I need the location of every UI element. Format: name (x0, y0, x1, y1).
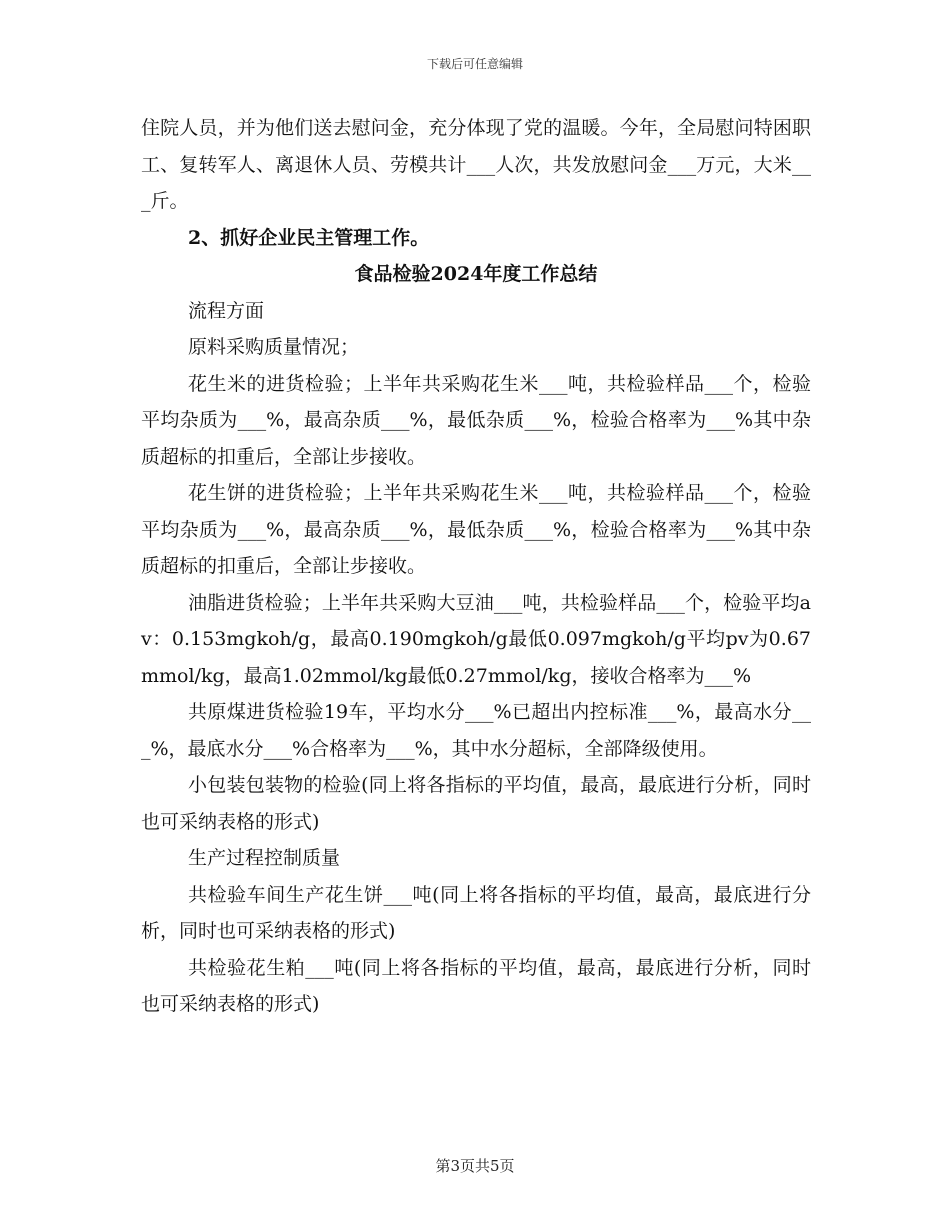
paragraph-production-control: 生产过程控制质量 (188, 847, 341, 869)
paragraph-peanut-inspection: 花生米的进货检验；上半年共采购花生米___吨，共检验样品___个，检验平均杂质为___%，最高杂质___%，最低杂质___%，检验合格率为___%其中杂质超标的扣重后，全部让步接收。 (141, 372, 811, 468)
paragraph-condolence: 住院人员，并为他们送去慰问金，充分体现了党的温暖。今年，全局慰问特困职工、复转军人、离退休人员、劳模共计___人次，共发放慰问金___万元，大米___斤。 (141, 117, 811, 212)
page-header-note: 下载后可任意编辑 (426, 57, 523, 71)
paragraph-packaging-inspection: 小包装包装物的检验(同上将各指标的平均值，最高，最底进行分析，同时也可采纳表格的形式) (141, 774, 811, 833)
paragraph-process-aspect: 流程方面 (188, 299, 265, 322)
paragraph-peanut-meal-production: 共检验花生粕___吨(同上将各指标的平均值，最高，最底进行分析，同时也可采纳表格的形式) (141, 956, 811, 1015)
paragraph-raw-material-quality: 原料采购质量情况； (188, 336, 360, 358)
document-body (141, 110, 811, 1023)
paragraph-peanut-cake-production: 共检验车间生产花生饼___吨(同上将各指标的平均值，最高，最底进行分析，同时也可采纳表格的形式) (141, 883, 811, 942)
paragraph-peanut-cake-inspection: 花生饼的进货检验；上半年共采购花生米___吨，共检验样品___个，检验平均杂质为___%，最高杂质___%，最低杂质___%，检验合格率为___%其中杂质超标的扣重后，全部让步接收。 (141, 482, 811, 577)
document-title: 食品检验2024年度工作总结 (354, 263, 598, 285)
paragraph-coal-inspection: 共原煤进货检验19车，平均水分___%已超出内控标准___%，最高水分___%，最底水分___%合格率为___%，其中水分超标，全部降级使用。 (141, 701, 811, 760)
page-footer-number: 第3页共5页 (435, 1157, 515, 1175)
section-heading-democratic-management: 2、抓好企业民主管理工作。 (188, 226, 430, 249)
paragraph-oil-inspection: 油脂进货检验；上半年共采购大豆油___吨，共检验样品___个，检验平均av：0.153mgkoh/g，最高0.190mgkoh/g最低0.097mgkoh/g平均pv为0.67mmol/kg，最高1.02mmol/kg最低0.27mmol/kg，接收合格率为___% (141, 591, 811, 687)
